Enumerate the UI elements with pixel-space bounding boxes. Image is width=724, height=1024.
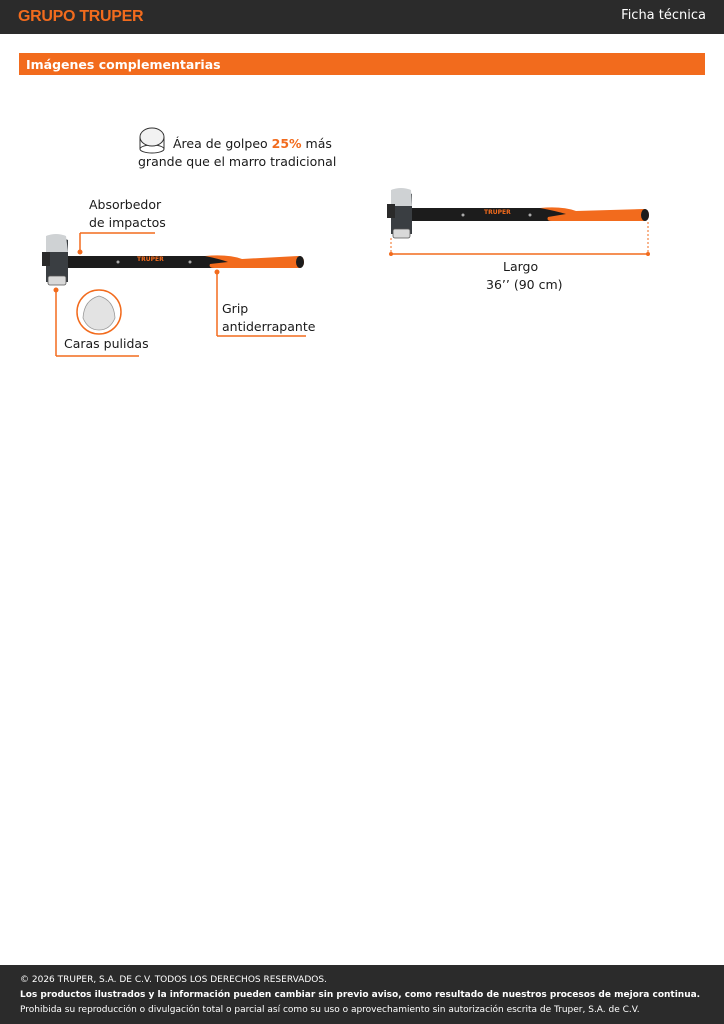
strike-area-line2: grande que el marro tradicional [138,154,337,169]
length-label: Largo [503,259,539,274]
strike-area-icon [140,128,164,153]
handle-brand-left: TRUPER [137,256,164,263]
footer-copyright: © 2026 TRUPER, S.A. DE C.V. TODOS LOS DERECHOS RESERVADOS. [20,975,327,985]
strike-area-line1 [173,135,332,153]
length-dimension [389,222,650,256]
length-value: 36’’ (90 cm) [486,277,563,292]
absorber-line2: de impactos [89,215,166,230]
sledgehammer-right [387,188,649,238]
footer-notice: Los productos ilustrados y la información pueden cambiar sin previo aviso, como resultado de nuestros procesos de mejora continua. [20,990,701,1000]
polished-faces-label: Caras pulidas [64,336,149,351]
brand-logo: GRUPO TRUPER [18,8,144,25]
document-type: Ficha técnica [621,8,706,23]
absorber-line1: Absorbedor [89,197,162,212]
strike-area-suffix: más [301,136,332,151]
handle-brand-right: TRUPER [484,209,511,216]
footer-legal: Prohibida su reproducción o divulgación total o parcial así como su uso o aprovechamiento sin autorización escrita de Truper, S.A. de C.V. [20,1005,640,1015]
strike-area-text: Área de golpeo [173,136,272,151]
polished-face-icon [77,290,121,334]
strike-area-percent: 25% [271,136,302,151]
grip-line1: Grip [222,301,249,316]
footer [0,965,724,1024]
section-title: Imágenes complementarias [26,57,221,72]
grip-line2: antiderrapante [222,319,316,334]
sledgehammer-left [42,234,304,285]
